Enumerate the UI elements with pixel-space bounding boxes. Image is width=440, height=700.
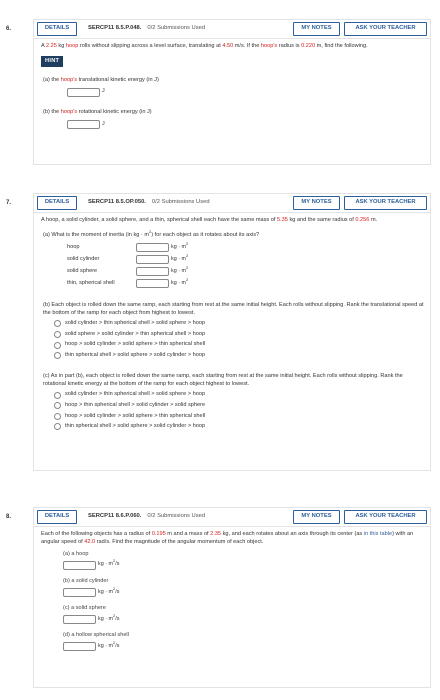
question-id: SERCP11 8.5.OP.050. [88,199,146,206]
text-segment: (b) the [43,109,61,116]
radio-option[interactable] [43,320,424,328]
object-name: hoop's [260,43,278,49]
my-notes-button[interactable]: MY NOTES [293,22,340,36]
question-header [34,20,430,39]
submissions-used: 0/2 Submissions Used [151,199,210,206]
unit-text: kg · m [171,243,186,250]
option-label: hoop > solid cylinder > solid sphere > thin spherical shell [65,341,206,348]
object-name: hoop's [60,77,78,84]
unit-text: kg · m [98,642,113,649]
superscript: 2 [185,265,189,271]
part-question [43,77,424,85]
text-segment: kg [56,43,66,49]
option-label: thin spherical shell > solid sphere > solid cylinder > hoop [65,351,206,358]
unit-label [171,253,189,263]
radio-option[interactable] [43,402,424,410]
text-segment: kg and the same radius of [287,217,356,223]
part-label: (a) a hoop [63,551,89,558]
unit-text: /s [115,588,120,595]
unit-text: kg · m [171,279,186,286]
inertia-row [43,267,424,276]
unit-text: kg · m [98,561,113,568]
part-d [41,632,424,651]
radio-option[interactable] [43,423,424,431]
mass-value: 5.35 [277,217,288,223]
answer-input[interactable] [136,255,169,264]
superscript: 2 [112,612,116,618]
part-b [41,109,424,129]
part-a [41,551,424,570]
radius-value: 0.195 [151,531,166,537]
answer-input[interactable] [63,588,96,597]
speed-value: 4.50 [222,43,234,49]
answer-input[interactable] [63,561,96,570]
option-label: solid sphere > solid cylinder > thin spherical shell > hoop [65,330,206,337]
text-segment: rad/s. Find the magnitude of the angular momentum of each object. [95,538,264,545]
question-text [41,217,424,225]
ask-teacher-button[interactable]: ASK YOUR TEACHER [344,510,427,524]
answer-input[interactable] [136,267,169,276]
text-segment: rolls without slipping across a level surface, translating at [78,43,223,49]
unit-text: /s [115,642,120,649]
part-label: (d) a hollow spherical shell [63,632,129,639]
unit-label: J [102,88,105,95]
text-segment: Each of the following objects has a radius of [41,531,152,537]
radio-button[interactable] [54,320,61,327]
part-c [41,373,424,430]
text-segment: A [41,43,46,49]
object-name: hoop's [60,109,78,116]
question-text [41,43,424,51]
option-label: thin spherical shell > solid sphere > solid cylinder > hoop [65,423,206,430]
part-question: (b) Each object is rolled down the same ramp, each starting from rest at the same initial height. Each rolls without slipping. Rank the translational speed at the bottom of the ramp for each object from highest to lowest. [43,302,424,316]
unit-label [171,265,189,275]
question-number: 6. [6,26,12,32]
superscript: 2 [149,228,152,234]
superscript: 2 [185,253,189,259]
radio-button[interactable] [54,413,61,420]
text-segment: radius is [277,43,302,49]
unit-text: /s [115,561,120,568]
unit-label [98,612,120,623]
question-id: SERCP11 8.5.P.048. [88,25,142,32]
radio-button[interactable] [54,392,61,399]
part-question [43,109,424,117]
answer-input[interactable] [67,120,100,129]
text-segment: ) with an angular speed of [41,531,414,545]
text-segment: (a) What is the moment of inertia (in kg · m [43,231,150,238]
radius-value: 0.220 [301,43,316,49]
inertia-row [43,243,424,252]
my-notes-button[interactable]: MY NOTES [293,510,340,524]
answer-input[interactable] [63,642,96,651]
mass-value: 2.35 [210,531,222,537]
text-segment: kg, and each rotates about an axis through its center (as [221,531,364,537]
details-button[interactable]: DETAILS [37,22,77,36]
option-label: solid cylinder > thin spherical shell > solid sphere > hoop [65,391,206,398]
object-label: thin, spherical shell [67,279,115,286]
unit-text: kg · m [98,588,113,595]
angular-speed-value: 42.0 [84,538,96,545]
radius-value: 0.256 [355,217,370,223]
details-button[interactable]: DETAILS [37,510,77,524]
superscript: 2 [112,585,116,591]
answer-input[interactable] [136,279,169,288]
unit-text: /s [115,615,120,622]
part-b [41,578,424,597]
text-segment: m, find the following. [315,43,368,49]
submissions-used: 0/2 Submissions Used [147,25,206,32]
object-label: solid cylinder [67,255,100,262]
option-label: solid cylinder > thin spherical shell > solid sphere > hoop [65,320,206,327]
radio-button[interactable] [54,402,61,409]
answer-input[interactable] [67,88,100,97]
question-number: 7. [6,200,12,206]
superscript: 2 [112,639,116,645]
part-a [41,228,424,289]
unit-text: kg · m [171,267,186,274]
unit-text: kg · m [171,255,186,262]
part-label: (c) a solid sphere [63,605,106,612]
part-question [43,228,424,240]
question-text [41,531,424,546]
object-label: hoop [67,243,80,250]
superscript: 2 [185,241,189,247]
text-segment: m/s. If the [233,43,261,49]
my-notes-button[interactable]: MY NOTES [293,196,340,210]
radio-button[interactable] [54,352,61,359]
radio-option[interactable] [43,341,424,349]
superscript: 2 [112,558,116,564]
text-segment: A hoop, a solid cylinder, a solid sphere, and a thin, spherical shell each have the same mass of [41,217,278,223]
question-card-8 [33,507,431,688]
answer-input[interactable] [63,615,96,624]
radio-button[interactable] [54,331,61,338]
unit-label: J [102,120,105,127]
text-segment: ) for each object as it rotates about its axis? [151,231,260,238]
text-segment: m and a mass of [165,531,211,537]
question-header [34,194,430,213]
radio-button[interactable] [54,423,61,430]
part-c [41,605,424,624]
unit-label [171,277,189,287]
radio-option[interactable] [43,391,424,399]
text-segment: m. [369,217,378,223]
superscript: 2 [185,277,189,283]
option-label: hoop > thin spherical shell > solid cylinder > solid sphere [65,402,206,409]
unit-label [98,585,120,596]
inertia-row [43,279,424,288]
question-number: 8. [6,514,12,520]
text-segment: rotational kinetic energy (in J) [77,109,152,116]
inertia-row [43,255,424,264]
unit-label [98,639,120,650]
part-question: (c) As in part (b), each object is rolled down the same ramp, each starting from rest at the same initial height. Each rolls without slipping. Rank the rotational kinetic energy at the bottom of the ramp for each object highest to lowest. [43,373,403,387]
hint-button[interactable]: HINT [41,56,63,68]
question-id: SERCP11 8.6.P.060. [88,513,142,520]
radio-option[interactable] [43,352,424,360]
text-segment: translational kinetic energy (in J) [77,77,159,84]
table-link[interactable]: in this table [363,531,393,537]
ask-teacher-button[interactable]: ASK YOUR TEACHER [344,22,427,36]
submissions-used: 0/2 Submissions Used [147,513,206,520]
unit-text: kg · m [98,615,113,622]
unit-label [98,558,120,568]
option-label: hoop > solid cylinder > solid sphere > thin spherical shell [65,412,206,419]
radio-option[interactable] [43,331,424,339]
details-button[interactable]: DETAILS [37,196,77,210]
part-label: (b) a solid cylinder [63,578,109,585]
radio-button[interactable] [54,342,61,349]
question-card-7 [33,193,431,471]
question-card-6 [33,19,431,165]
part-b [41,302,424,359]
ask-teacher-button[interactable]: ASK YOUR TEACHER [344,196,427,210]
object-name: hoop [65,43,79,49]
radio-option[interactable] [43,413,424,421]
part-a [41,77,424,97]
mass-value: 2.25 [45,43,57,49]
question-header [34,508,430,527]
answer-input[interactable] [136,243,169,252]
unit-label [171,241,189,251]
object-label: solid sphere [67,267,98,274]
text-segment: (a) the [43,77,61,84]
